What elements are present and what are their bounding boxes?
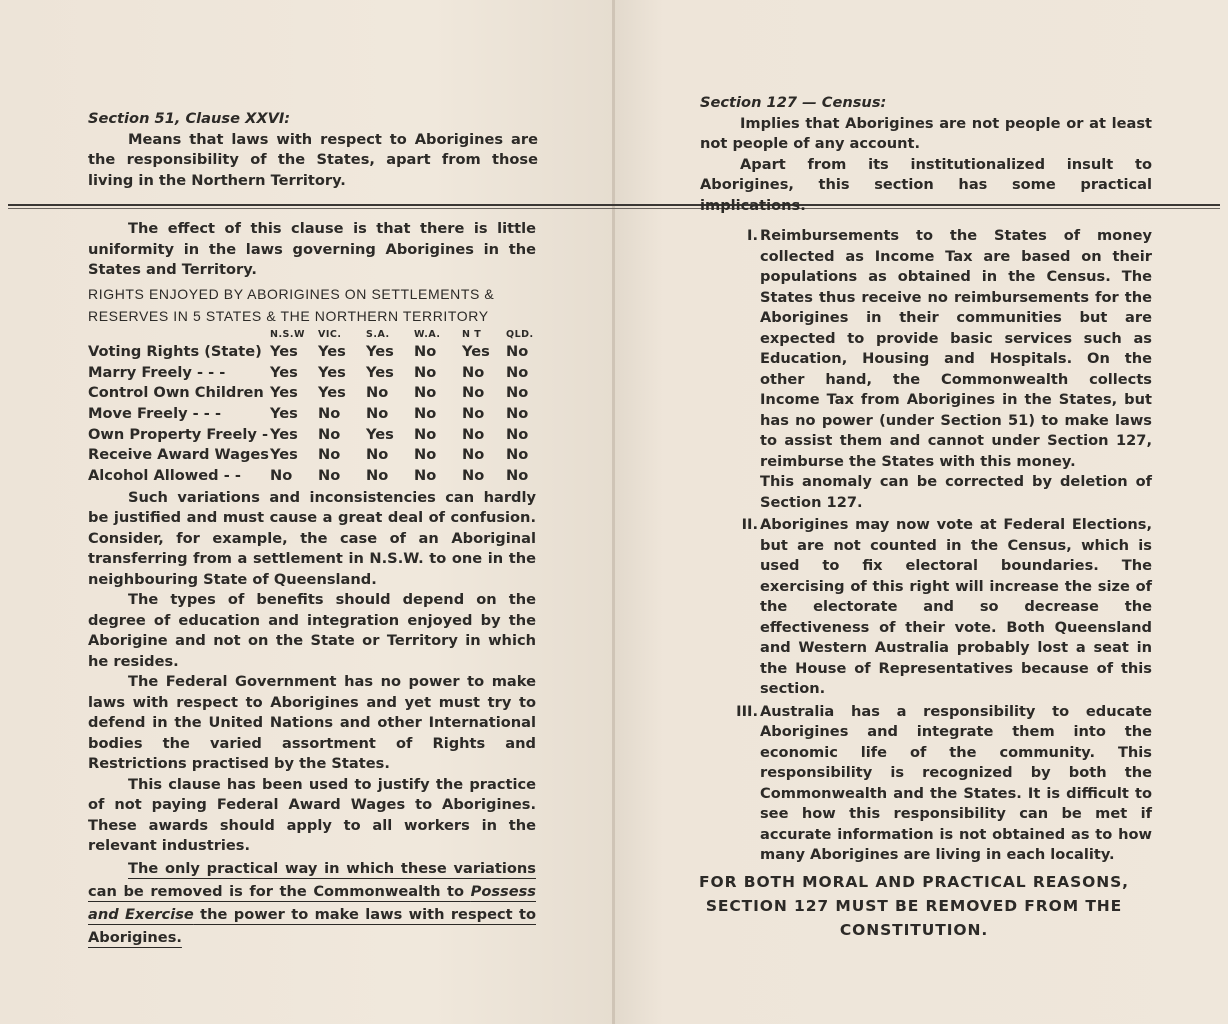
page-fold bbox=[612, 0, 615, 1024]
cell: No bbox=[462, 405, 485, 423]
rights-heading-line1: RIGHTS ENJOYED BY ABORIGINES ON SETTLEMENTS & bbox=[88, 285, 495, 302]
section-51-heading: Section 51, Clause XXVI: bbox=[88, 110, 291, 127]
section-127-block bbox=[700, 93, 1152, 216]
cell: No bbox=[506, 405, 529, 423]
row-label: Own Property Freely - bbox=[88, 425, 269, 443]
cell: No bbox=[506, 363, 529, 381]
section-127-text-2: Apart from its institutionalized insult to Aborigines, this section has some practical implications. bbox=[700, 155, 1152, 214]
rights-heading-line2: RESERVES IN 5 STATES & THE NORTHERN TERRITORY bbox=[88, 307, 489, 324]
cell: Yes bbox=[366, 363, 394, 381]
row-label: Marry Freely - - - bbox=[88, 363, 226, 381]
cell: Yes bbox=[270, 363, 298, 381]
cell: Yes bbox=[270, 425, 298, 443]
cell: No bbox=[462, 466, 485, 484]
cell: No bbox=[414, 466, 437, 484]
cell: No bbox=[414, 384, 437, 402]
cell: No bbox=[506, 343, 529, 361]
table-row bbox=[88, 465, 536, 486]
list-item bbox=[696, 702, 1152, 866]
table-row bbox=[88, 383, 536, 404]
cell: No bbox=[462, 425, 485, 443]
row-label: Control Own Children bbox=[88, 384, 264, 402]
cell: Yes bbox=[318, 384, 346, 402]
cell: No bbox=[318, 446, 341, 464]
cell: No bbox=[506, 446, 529, 464]
federal-paragraph: The Federal Government has no power to make laws with respect to Aborigines and yet must try to defend in the United Nations and other International bodies the varied assortment of Rights and Restrictions practised by the States. bbox=[88, 673, 536, 773]
rights-table bbox=[88, 329, 536, 486]
cell: No bbox=[318, 466, 341, 484]
item-1-text bbox=[747, 226, 1152, 472]
cell: No bbox=[318, 425, 341, 443]
table-row bbox=[88, 403, 536, 424]
item-number: I. bbox=[747, 227, 758, 244]
section-51-block bbox=[88, 109, 538, 191]
cell: No bbox=[462, 384, 485, 402]
row-label: Alcohol Allowed - - bbox=[88, 466, 241, 484]
cell: No bbox=[366, 466, 389, 484]
right-body bbox=[696, 226, 1152, 942]
row-label: Voting Rights (State) bbox=[88, 343, 262, 361]
conclusion-text: FOR BOTH MORAL AND PRACTICAL REASONS, SECTION 127 MUST BE REMOVED FROM THE CONSTITUTION. bbox=[699, 872, 1129, 939]
item-1-extra bbox=[760, 472, 1152, 513]
cell: No bbox=[366, 446, 389, 464]
row-label: Move Freely - - - bbox=[88, 405, 221, 423]
cell: No bbox=[366, 405, 389, 423]
cell: Yes bbox=[462, 343, 490, 361]
item-number: II. bbox=[741, 516, 758, 533]
item-extra: This anomaly can be corrected by deletion of Section 127. bbox=[760, 473, 1152, 511]
cell: Yes bbox=[366, 343, 394, 361]
cell: No bbox=[366, 384, 389, 402]
final-text-b: Possess and Exercise bbox=[88, 882, 536, 923]
final-left-paragraph bbox=[88, 857, 536, 949]
cell: Yes bbox=[270, 384, 298, 402]
cell: No bbox=[414, 363, 437, 381]
cell: Yes bbox=[318, 363, 346, 381]
cell: No bbox=[414, 446, 437, 464]
item-body: Aborigines may now vote at Federal Elections, but are not counted in the Census, which is used to fix electoral boundaries. The exercising of this right will increase the size of the electorate and so decrease the effectiveness of their vote. Both Queensland and Western Australia probably lost a seat in the House of Representatives because of this section. bbox=[760, 516, 1152, 697]
cell: No bbox=[270, 466, 293, 484]
final-text-c: the power to make laws with respect to Aborigines. bbox=[88, 905, 536, 946]
cell: No bbox=[414, 343, 437, 361]
col-nsw: N.S.W bbox=[270, 328, 305, 340]
section-127-text-1: Implies that Aborigines are not people or at least not people of any account. bbox=[700, 114, 1152, 152]
cell: No bbox=[414, 405, 437, 423]
item-number: III. bbox=[736, 702, 758, 720]
item-body: Australia has a responsibility to educate Aborigines and integrate them into the economic life of the community. This responsibility is recognized by both the Commonwealth and the States. It is difficult to see how this responsibility can be met if accurate information is not obtained as to how many Aborigines are living in each locality. bbox=[760, 702, 1152, 863]
cell: Yes bbox=[270, 405, 298, 423]
table-row bbox=[88, 342, 536, 363]
row-label: Receive Award Wages bbox=[88, 446, 269, 464]
cell: No bbox=[462, 446, 485, 464]
col-sa: S.A. bbox=[366, 328, 390, 340]
item-2-text bbox=[741, 515, 1152, 700]
cell: No bbox=[506, 384, 529, 402]
cell: No bbox=[506, 425, 529, 443]
cell: Yes bbox=[270, 446, 298, 464]
cell: No bbox=[462, 363, 485, 381]
left-body bbox=[88, 219, 536, 949]
rights-table-header bbox=[88, 329, 536, 342]
cell: No bbox=[506, 466, 529, 484]
list-item bbox=[696, 515, 1152, 700]
final-text-a: The only practical way in which these variations can be removed is for the Commonwealth to bbox=[88, 859, 536, 900]
cell: Yes bbox=[318, 343, 346, 361]
table-row bbox=[88, 362, 536, 383]
item-3-text bbox=[736, 702, 1152, 866]
effect-paragraph: The effect of this clause is that there is little uniformity in the laws governing Aborigines in the States and Territory. bbox=[88, 220, 536, 278]
col-nt: N T bbox=[462, 328, 482, 340]
col-vic: VIC. bbox=[318, 328, 342, 340]
wages-paragraph: This clause has been used to justify the practice of not paying Federal Award Wages to Aborigines. These awards should apply to all workers in the relevant industries. bbox=[88, 775, 536, 855]
benefits-paragraph: The types of benefits should depend on the degree of education and integration enjoyed by the Aborigine and not on the State or Territory in which he resides. bbox=[88, 591, 536, 670]
cell: Yes bbox=[270, 343, 298, 361]
section-127-heading: Section 127 — Census: bbox=[700, 94, 887, 111]
table-row bbox=[88, 424, 536, 445]
section-51-text: Means that laws with respect to Aborigines are the responsibility of the States, apart from those living in the Northern Territory. bbox=[88, 130, 538, 189]
cell: Yes bbox=[366, 425, 394, 443]
item-body: Reimbursements to the States of money collected as Income Tax are based on their populations as obtained in the Census. The States thus receive no reimbursements for the Aborigines in their communities but are expected to provide basic services such as Education, Housing and Hospitals. On the other hand, the Commonwealth collects Income Tax from Aborigines in the States, but has no power (under Section 51) to make laws to assist them and cannot under Section 127, reimburse the States with this money. bbox=[760, 227, 1152, 470]
col-qld: QLD. bbox=[506, 328, 534, 340]
table-row bbox=[88, 444, 536, 465]
col-wa: W.A. bbox=[414, 328, 441, 340]
cell: No bbox=[414, 425, 437, 443]
cell: No bbox=[318, 405, 341, 423]
list-item bbox=[696, 226, 1152, 513]
variations-paragraph: Such variations and inconsistencies can hardly be justified and must cause a great deal of confusion. Consider, for example, the case of an Aboriginal transferring from a settlement in N.S.W. to one in the neighbouring State of Queensland. bbox=[88, 488, 536, 588]
